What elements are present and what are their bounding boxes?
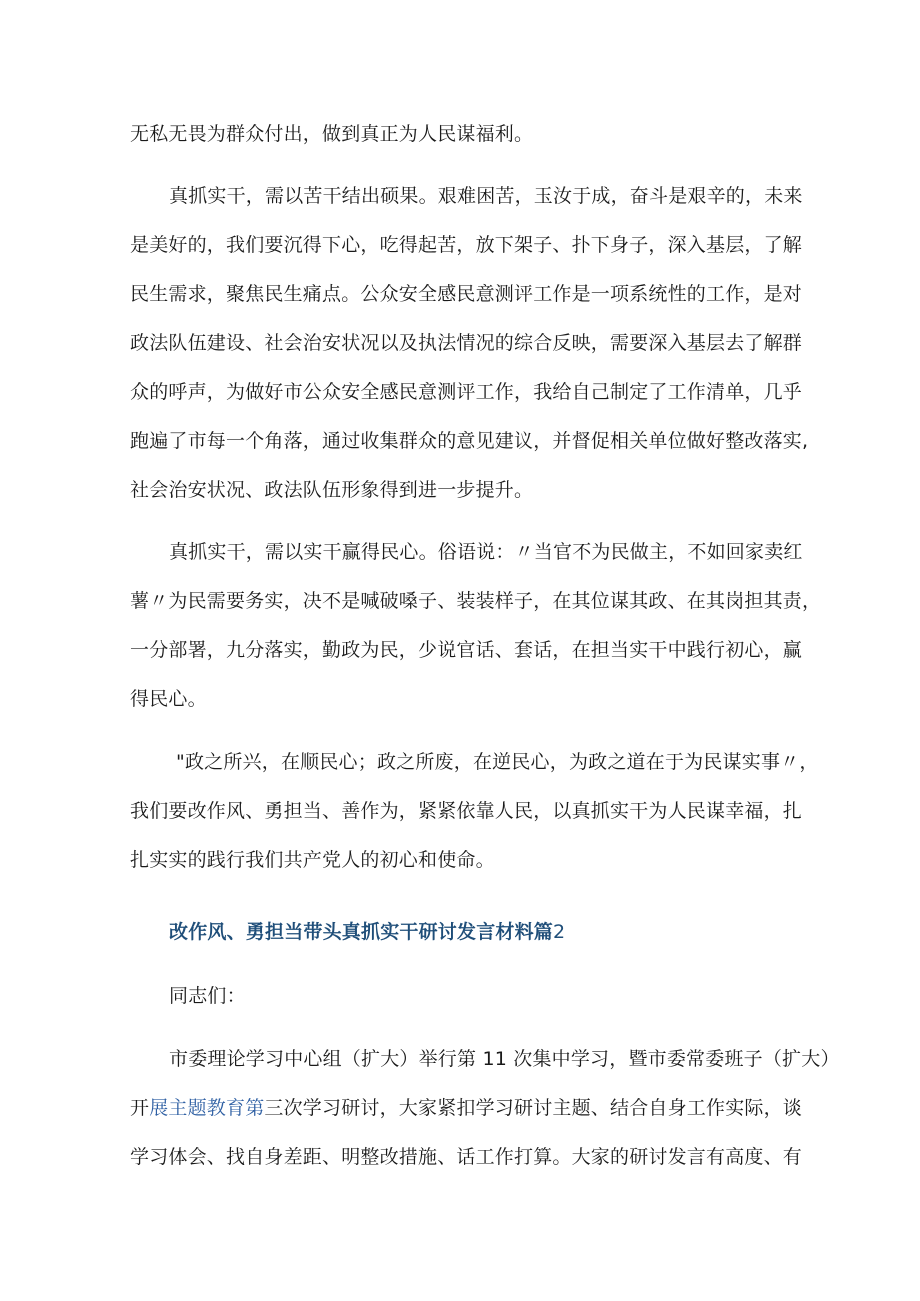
paragraph-1-line-1: 无私无畏为群众付出，做到真正为人民谋福利。: [130, 123, 534, 145]
paragraph-4-line-2: 我们要改作风、勇担当、善作为，紧紧依靠人民，以真抓实干为人民谋幸福，扎: [130, 800, 803, 822]
paragraph-5-line-2-start: 开: [130, 1097, 150, 1119]
paragraph-4-line-3: 扎实实的践行我们共产党人的初心和使命。: [130, 849, 495, 871]
paragraph-3-line-3: 一分部署，九分落实，勤政为民，少说官话、套话，在担当实干中践行初心，赢: [130, 639, 803, 661]
salutation: 同志们：: [169, 985, 246, 1007]
paragraph-2-line-7: 社会治安状况、政法队伍形象得到进一步提升。: [130, 479, 534, 501]
paragraph-2-line-5: 众的呼声，为做好市公众安全感民意测评工作，我给自己制定了工作清单，几乎: [130, 381, 803, 403]
paragraph-2-line-4: 政法队伍建设、社会治安状况以及执法情况的综合反映，需要深入基层去了解群: [130, 332, 803, 354]
paragraph-5-line-2: [130, 1096, 802, 1120]
paragraph-5-line-3: 学习体会、找自身差距、明整改措施、话工作打算。大家的研讨发言有高度、有: [130, 1146, 803, 1168]
paragraph-5-line-1: 市委理论学习中心组（扩大）举行第 11 次集中学习，暨市委常委班子（扩大）: [169, 1048, 840, 1070]
paragraph-3-line-4: 得民心。: [130, 688, 207, 710]
paragraph-2-line-6: 跑遍了市每一个角落，通过收集群众的意见建议，并督促相关单位做好整改落实,: [130, 430, 809, 452]
topic-education-link[interactable]: 展主题教育第: [149, 1097, 265, 1119]
paragraph-3-line-2: 薯〃为民需要务实，决不是喊破嗓子、装装样子，在其位谋其政、在其岗担其责，: [130, 590, 822, 612]
section-heading-text: 改作风、勇担当带头真抓实干研讨发言材料篇: [169, 921, 554, 943]
section-heading-number: 2: [553, 921, 566, 943]
paragraph-3-line-1: 真抓实干，需以实干赢得民心。俗语说：〃当官不为民做主，不如回家卖红: [169, 541, 803, 563]
section-heading: [169, 920, 565, 944]
paragraph-2-line-2: 是美好的，我们要沉得下心，吃得起苦，放下架子、扑下身子，深入基层，了解: [130, 234, 803, 256]
paragraph-2-line-3: 民生需求，聚焦民生痛点。公众安全感民意测评工作是一项系统性的工作，是对: [130, 283, 803, 305]
paragraph-4-line-1: "政之所兴，在顺民心；政之所废，在逆民心，为政之道在于为民谋实事〃，: [176, 751, 819, 773]
paragraph-5-line-2-end: 三次学习研讨，大家紧扣学习研讨主题、结合自身工作实际，谈: [264, 1097, 803, 1119]
paragraph-2-line-1: 真抓实干，需以苦干结出硕果。艰难困苦，玉汝于成，奋斗是艰辛的，未来: [169, 185, 803, 207]
